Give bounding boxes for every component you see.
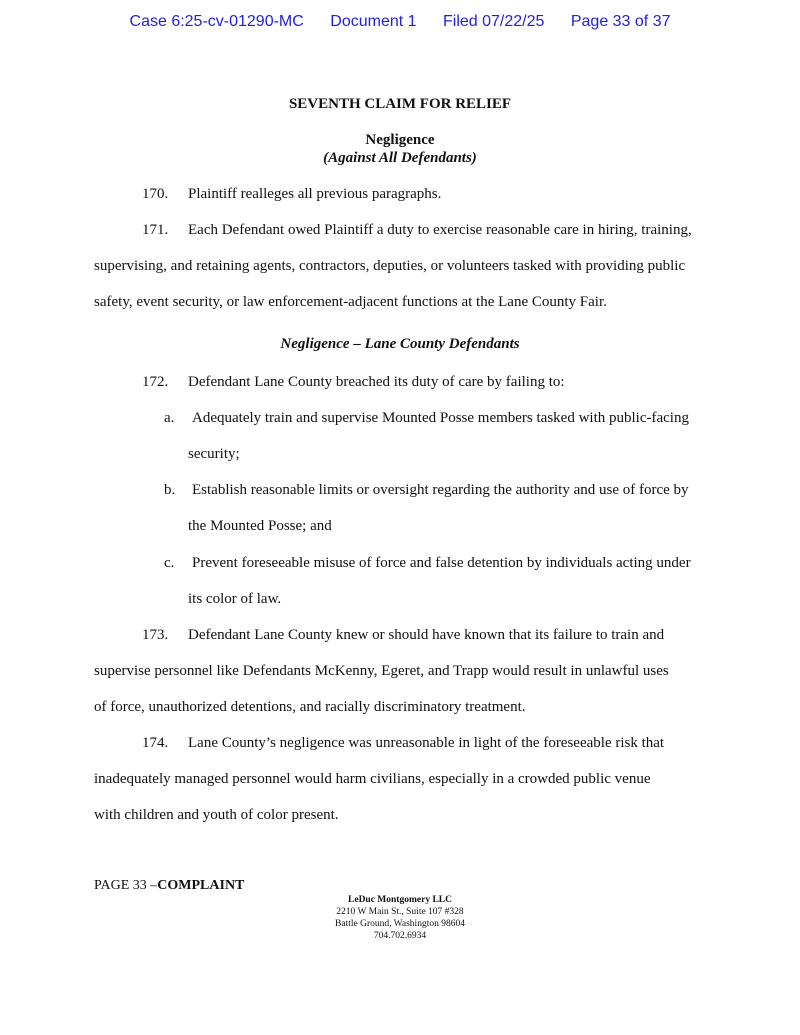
- list-text: Establish reasonable limits or oversight regarding the authority and use of force by: [192, 482, 689, 498]
- ecf-header: [0, 13, 800, 31]
- list-item-c-line1: [164, 555, 691, 572]
- list-letter: a.: [164, 410, 175, 426]
- list-item-a-line1: [164, 410, 689, 427]
- paragraph-number: 174.: [142, 735, 169, 751]
- document-title: COMPLAINT: [157, 878, 245, 893]
- firm-name: LeDuc Montgomery LLC: [348, 895, 452, 905]
- list-text: Adequately train and supervise Mounted Posse members tasked with public-facing: [192, 410, 689, 426]
- list-letter: b.: [164, 482, 176, 498]
- paragraph-text: Each Defendant owed Plaintiff a duty to exercise reasonable care in hiring, training,: [188, 222, 692, 238]
- paragraph-173-line2: supervise personnel like Defendants McKenny, Egeret, and Trapp would result in unlawful uses: [94, 663, 669, 679]
- list-item-b-line1: [164, 482, 689, 499]
- list-text: Prevent foreseeable misuse of force and false detention by individuals acting under: [192, 555, 691, 571]
- paragraph-text: Defendant Lane County knew or should have known that its failure to train and: [188, 627, 665, 643]
- list-letter: c.: [164, 555, 175, 571]
- list-item-a-line2: security;: [188, 446, 240, 462]
- paragraph-text: Defendant Lane County breached its duty of care by failing to:: [188, 374, 565, 390]
- paragraph-173-line1: [94, 627, 706, 644]
- paragraph-text: Lane County’s negligence was unreasonable in light of the foreseeable risk that: [188, 735, 665, 751]
- paragraph-173-line3: of force, unauthorized detentions, and racially discriminatory treatment.: [94, 699, 526, 715]
- list-item-c-line2: its color of law.: [188, 591, 282, 607]
- paragraph-number: 171.: [142, 222, 169, 238]
- paragraph-text: Plaintiff realleges all previous paragraphs.: [188, 186, 442, 202]
- filed-date: Filed 07/22/25: [442, 13, 545, 30]
- paragraph-171-line1: [94, 222, 706, 239]
- firm-address-line1: 2210 W Main St., Suite 107 #328: [336, 907, 464, 917]
- document-number: Document 1: [330, 13, 417, 30]
- paragraph-number: 172.: [142, 374, 169, 390]
- paragraph-174-line1: [94, 735, 706, 752]
- paragraph-170: [94, 186, 706, 203]
- paragraph-172: [94, 374, 706, 391]
- claim-against: (Against All Defendants): [323, 150, 477, 166]
- firm-phone: 704.702.6934: [373, 931, 427, 941]
- list-item-b-line2: the Mounted Posse; and: [188, 518, 332, 534]
- paragraph-number: 173.: [142, 627, 169, 643]
- page-number-label: PAGE 33 –: [94, 878, 158, 893]
- firm-address-line2: Battle Ground, Washington 98604: [335, 919, 465, 929]
- page-footer-label: [94, 878, 244, 894]
- paragraph-174-line2: inadequately managed personnel would harm civilians, especially in a crowded public venue: [94, 771, 651, 787]
- claim-subject: Negligence: [365, 132, 435, 148]
- paragraph-171-line2: supervising, and retaining agents, contractors, deputies, or volunteers tasked with providing public: [94, 258, 686, 274]
- paragraph-174-line3: with children and youth of color present.: [94, 807, 339, 823]
- paragraph-171-line3: safety, event security, or law enforcement-adjacent functions at the Lane County Fair.: [94, 294, 607, 310]
- page-indicator: Page 33 of 37: [570, 13, 671, 30]
- section-subheading: Negligence – Lane County Defendants: [280, 336, 520, 352]
- case-number: Case 6:25-cv-01290-MC: [129, 13, 304, 30]
- paragraph-number: 170.: [142, 186, 169, 202]
- claim-title: SEVENTH CLAIM FOR RELIEF: [288, 96, 512, 112]
